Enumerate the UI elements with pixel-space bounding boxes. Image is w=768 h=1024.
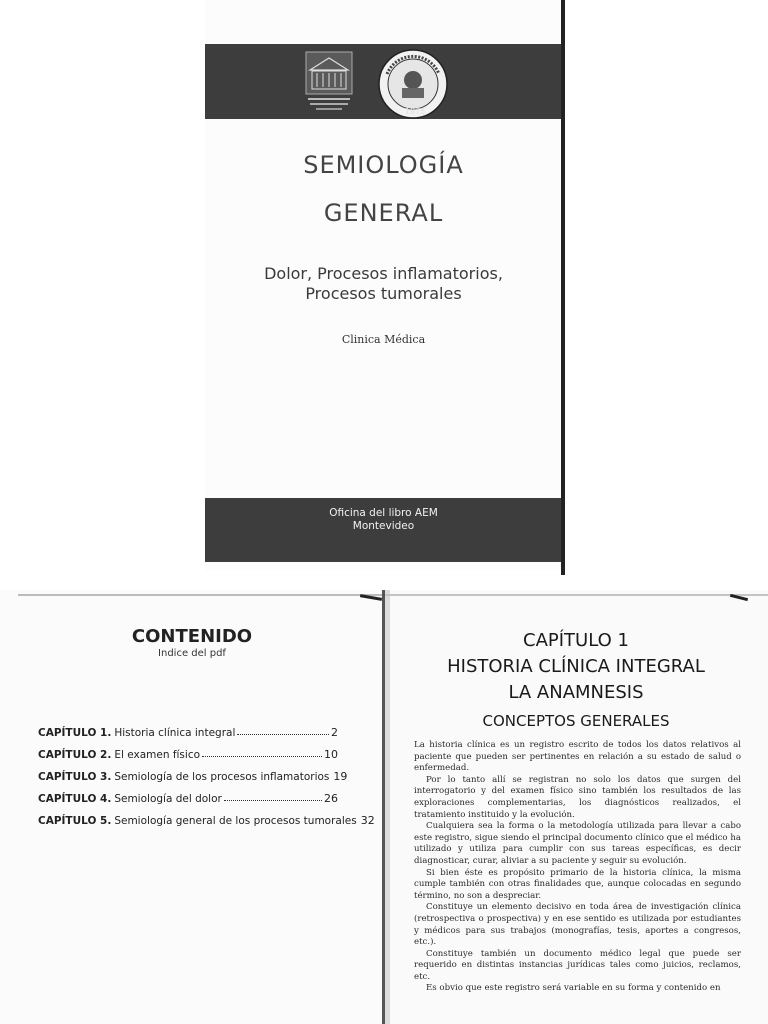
body-paragraph: La historia clínica es un registro escrito de todos los datos relativos al paciente que pueden ser pertinentes en relación a su estado de salud o enfermedad. xyxy=(414,740,741,774)
toc-page-number: 32 xyxy=(360,814,375,827)
toc-entry[interactable] xyxy=(38,783,338,805)
body-paragraph: Cualquiera sea la forma o la metodología utilizada para llevar a cabo este registro, sigue siendo el principal documento clínico que el médico ha utilizado y utiliza para cumplir con sus tareas específicas, es decir diagnosticar, curar, aliviar a su paciente y seguir su evolución. xyxy=(414,821,741,866)
section-heading: CONCEPTOS GENERALES xyxy=(482,712,670,730)
body-paragraph: Por lo tanto allí se registran no solo los datos que surgen del interrogatorio y del examen físico sino también los resultados de las exploraciones complementarias, los diagnósticos realizados, el tratamiento instituido y la evolución. xyxy=(414,774,741,820)
cover-title-line-2: GENERAL xyxy=(323,199,444,227)
chapter-subtitle: LA ANAMNESIS xyxy=(508,682,644,703)
office-city: Montevideo xyxy=(352,520,415,532)
body-paragraph: Si bien éste es propósito primario de la historia clínica, la misma cumple también con otras finalidades que, aunque colocadas en segundo término, no son a despreciar. xyxy=(414,867,741,901)
toc-chapter-title: Semiología de los procesos inflamatorios xyxy=(114,771,330,783)
chapter-number: CAPÍTULO 1 xyxy=(523,630,629,651)
cover-header-band xyxy=(205,44,562,119)
toc-chapter-number: CAPÍTULO 2. xyxy=(38,749,112,761)
chapter-title: HISTORIA CLÍNICA INTEGRAL xyxy=(447,656,705,677)
body-paragraph: Es obvio que este registro será variable en su forma y contenido en xyxy=(426,983,721,994)
cover-footer-band xyxy=(205,498,562,562)
cover-title-line-1: SEMIOLOGÍA xyxy=(303,151,464,179)
contents-title: CONTENIDO xyxy=(131,626,253,647)
contents-list xyxy=(38,717,375,827)
toc-chapter-number: CAPÍTULO 3. xyxy=(38,771,112,783)
toc-page-number: 19 xyxy=(333,770,348,783)
toc-entry[interactable] xyxy=(38,761,348,783)
university-logo xyxy=(300,46,358,116)
cover-page-edge xyxy=(561,0,565,575)
chapter-body xyxy=(414,740,741,995)
book-spine xyxy=(382,590,385,1024)
toc-page-number: 2 xyxy=(331,726,338,739)
contents-page xyxy=(0,590,384,1024)
toc-leader xyxy=(224,800,322,801)
toc-chapter-number: CAPÍTULO 1. xyxy=(38,727,112,739)
chapter-page xyxy=(384,590,768,1024)
cover-clinic-label: Clinica Médica xyxy=(341,333,426,346)
seal-year: 1875 xyxy=(405,107,426,116)
toc-leader xyxy=(202,756,322,757)
toc-chapter-title: Semiología del dolor xyxy=(114,793,222,805)
page-top-edge xyxy=(384,594,768,596)
toc-chapter-title: Semiología general de los procesos tumorales xyxy=(114,815,357,827)
toc-chapter-title: Historia clínica integral xyxy=(114,727,236,739)
toc-page-number: 26 xyxy=(324,792,338,805)
toc-chapter-title: El examen físico xyxy=(114,749,201,761)
toc-entry[interactable] xyxy=(38,805,375,827)
toc-chapter-number: CAPÍTULO 4. xyxy=(38,793,112,805)
page-top-edge xyxy=(18,594,383,596)
body-paragraph: Constituye un elemento decisivo en toda área de investigación clínica (retrospectiva o prospectiva) y en ese sentido es utilizada por estudiantes y médicos para sus trabajos (monografías, tesis, aportes a congresos, etc.). xyxy=(414,902,741,948)
toc-page-number: 10 xyxy=(324,748,338,761)
toc-chapter-number: CAPÍTULO 5. xyxy=(38,815,112,827)
toc-leader xyxy=(237,734,329,735)
cover-subtitle-line-1: Dolor, Procesos inflamatorios, xyxy=(264,264,503,283)
cover-subtitle-line-2: Procesos tumorales xyxy=(305,284,462,303)
body-paragraph: Constituye también un documento médico legal que puede ser requerido en distintas instancias jurídicas tales como juicios, reclamos, etc. xyxy=(414,948,741,982)
cover-page xyxy=(205,0,562,570)
office-name: Oficina del libro AEM xyxy=(329,507,438,519)
toc-entry[interactable] xyxy=(38,739,338,761)
toc-entry[interactable] xyxy=(38,717,338,739)
contents-subtitle: Indice del pdf xyxy=(158,648,226,659)
